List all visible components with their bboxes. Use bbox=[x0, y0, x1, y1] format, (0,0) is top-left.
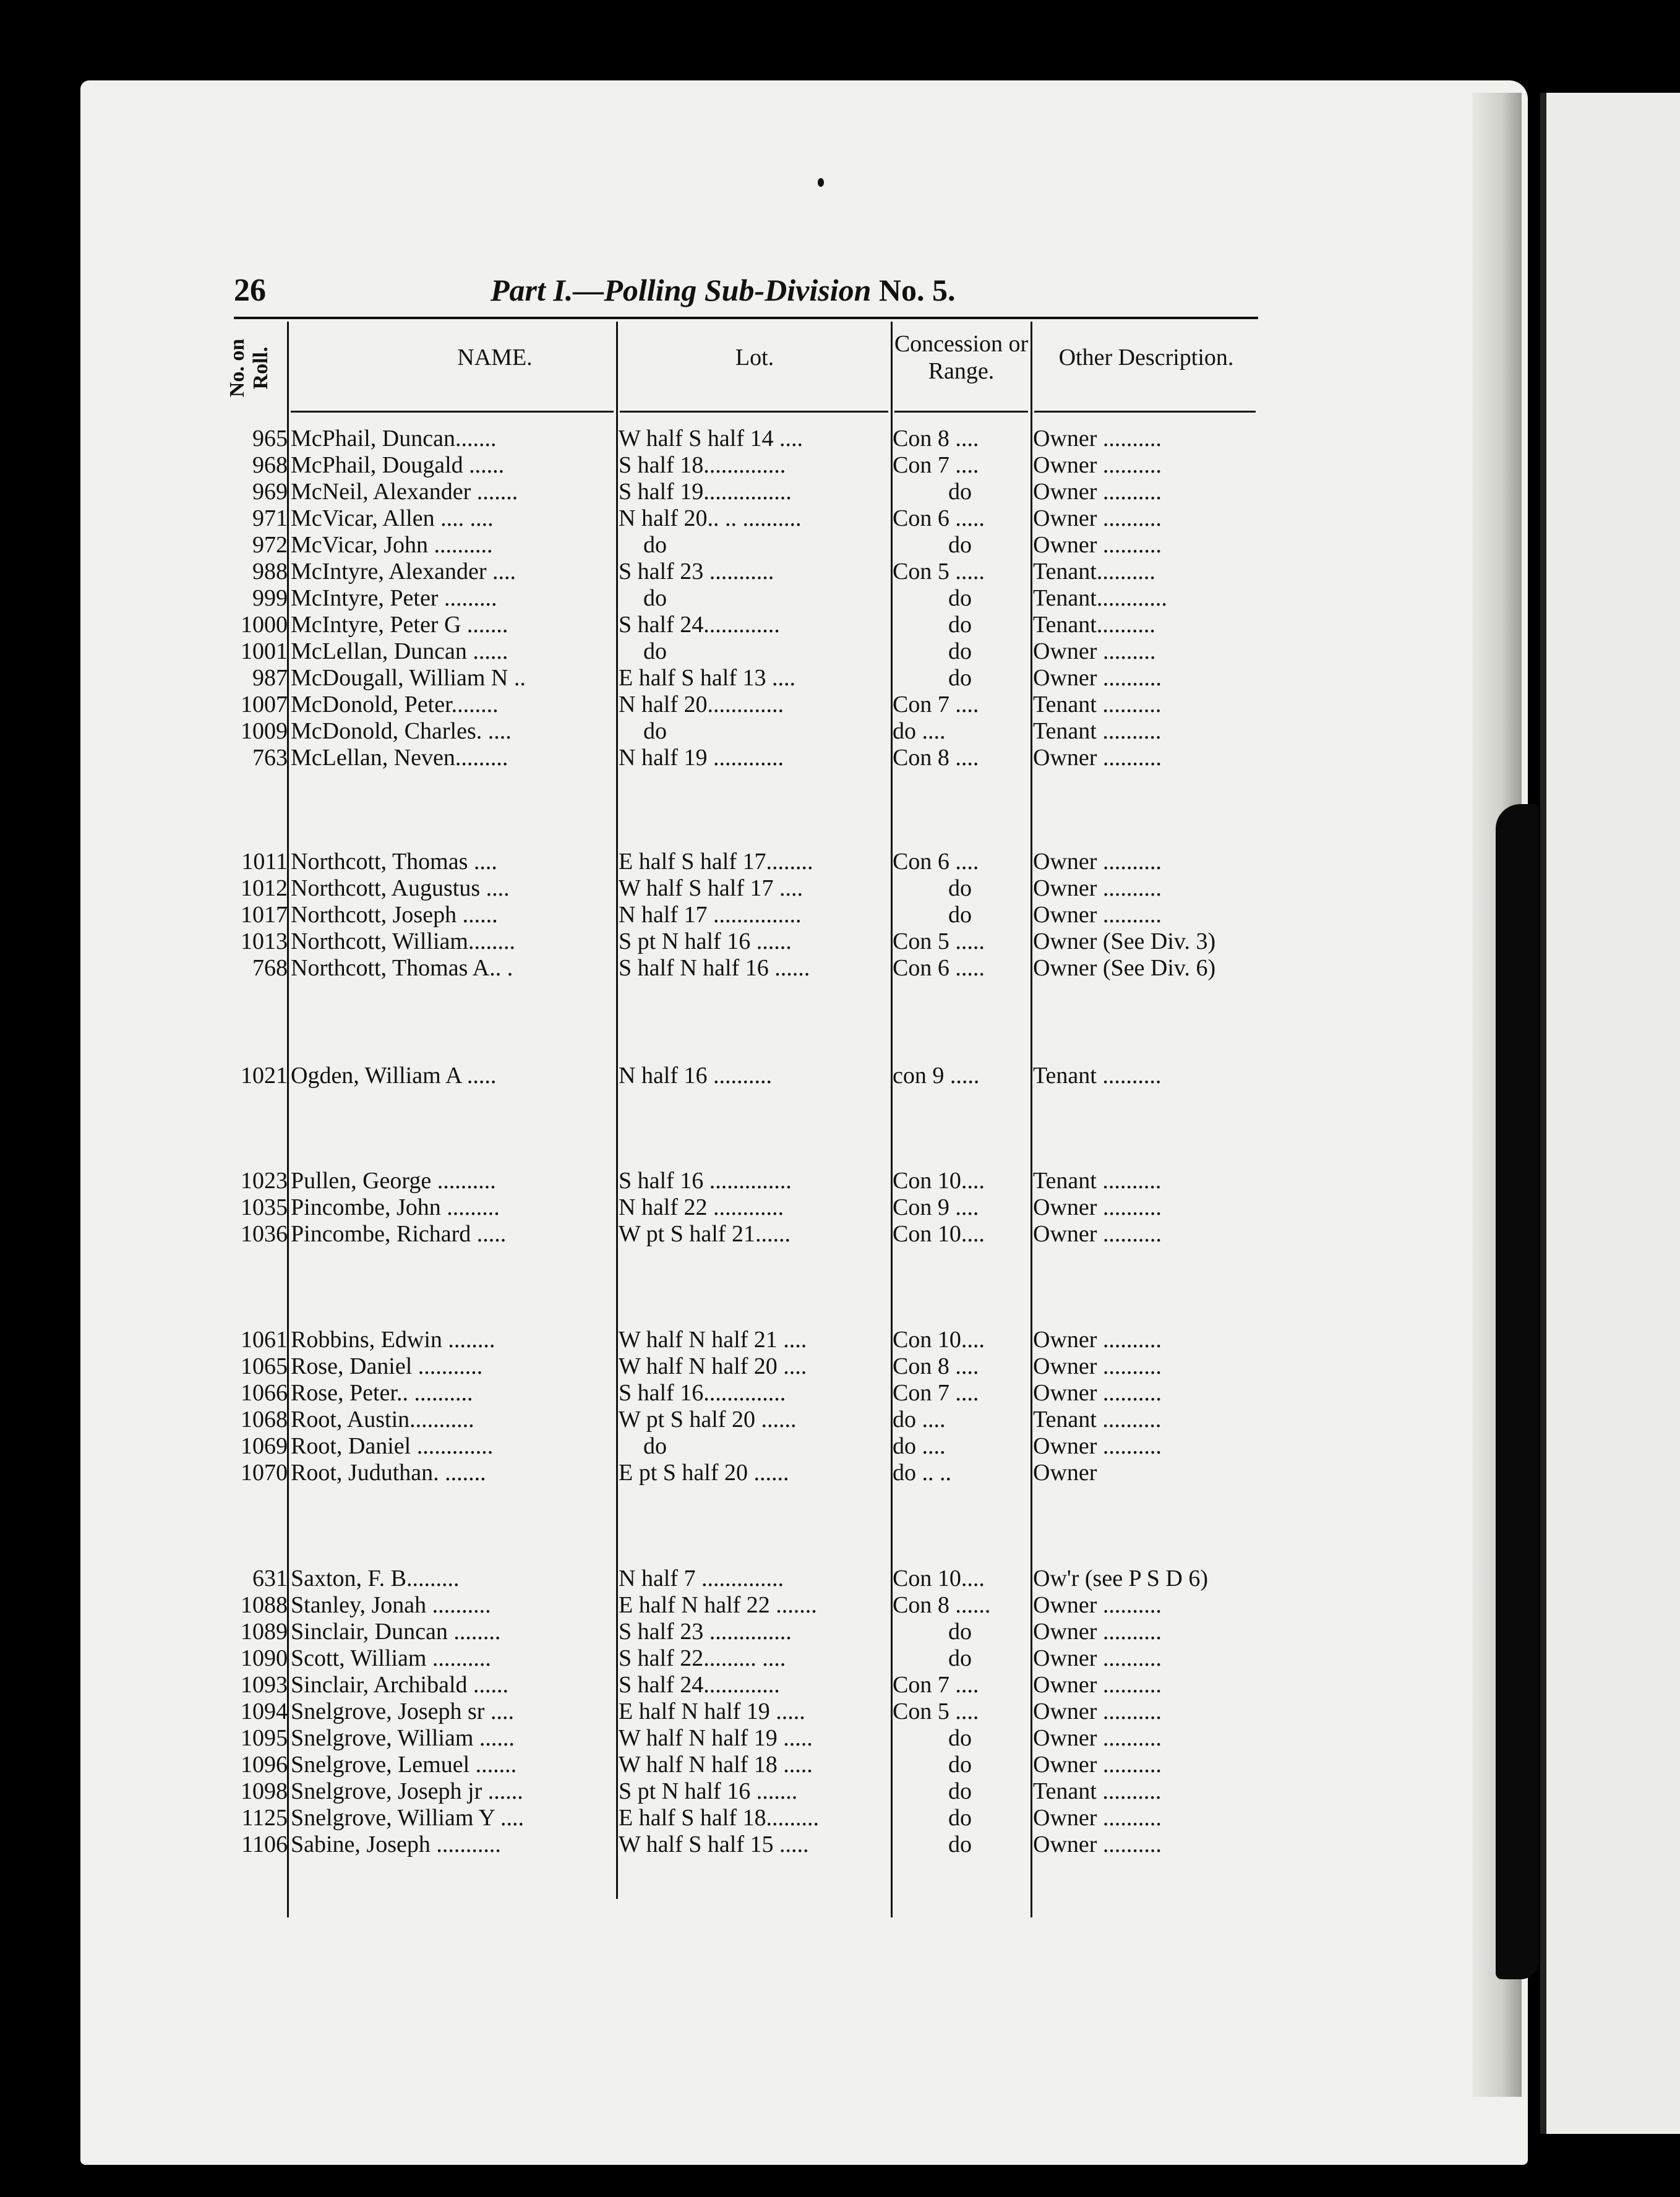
lot-value: N half 20.. .. .......... bbox=[619, 505, 802, 531]
lot-value: N half 7 .............. bbox=[619, 1565, 784, 1591]
roll-entry-row bbox=[223, 1672, 1262, 1698]
roll-entry-row bbox=[223, 928, 1262, 954]
lot-value: W half N half 18 ..... bbox=[619, 1752, 813, 1778]
elector-name: Root, Daniel ............. bbox=[291, 1433, 494, 1459]
roll-entry-row bbox=[223, 849, 1262, 875]
roll-number: 1098 bbox=[241, 1778, 288, 1804]
concession-value: do .... bbox=[893, 1407, 946, 1433]
page-number: 26 bbox=[234, 273, 266, 308]
roll-entry-row bbox=[223, 875, 1262, 901]
roll-entry-row bbox=[223, 1168, 1262, 1194]
roll-entry-row bbox=[223, 612, 1262, 638]
elector-name: McDougall, William N .. bbox=[291, 665, 526, 691]
roll-entry-row bbox=[223, 1698, 1262, 1724]
roll-number: 969 bbox=[252, 479, 288, 505]
concession-value: Con 9 .... bbox=[893, 1194, 979, 1220]
lot-value: W half S half 17 .... bbox=[619, 875, 803, 901]
description-value: Owner .......... bbox=[1033, 1805, 1162, 1831]
roll-number: 763 bbox=[252, 745, 288, 771]
concession-value: do bbox=[948, 638, 972, 664]
elector-name: Pincombe, John ......... bbox=[291, 1194, 500, 1220]
concession-value: Con 6 .... bbox=[893, 849, 979, 875]
elector-name: McVicar, John .......... bbox=[291, 532, 493, 558]
description-value: Owner .......... bbox=[1033, 1645, 1162, 1671]
elector-name: McPhail, Dougald ...... bbox=[291, 452, 505, 478]
concession-value: do bbox=[948, 585, 972, 611]
concession-value: do bbox=[948, 875, 972, 901]
roll-number: 1013 bbox=[241, 928, 288, 954]
roll-entry-row bbox=[223, 426, 1262, 452]
lot-value: S half N half 16 ...... bbox=[619, 955, 810, 981]
description-value: Owner .......... bbox=[1033, 1221, 1162, 1247]
roll-entry-row bbox=[223, 479, 1262, 505]
description-value: Owner .......... bbox=[1033, 1831, 1162, 1857]
description-value: Owner .......... bbox=[1033, 745, 1162, 771]
description-value: Owner .......... bbox=[1033, 1194, 1162, 1220]
lot-value: E pt S half 20 ...... bbox=[619, 1460, 789, 1486]
concession-value: Con 8 .... bbox=[893, 1353, 979, 1379]
lot-value: S pt N half 16 ...... bbox=[619, 928, 792, 954]
lot-value: S half 16.............. bbox=[619, 1380, 786, 1406]
roll-entry-row bbox=[223, 1645, 1262, 1671]
elector-name: McLellan, Neven......... bbox=[291, 745, 508, 771]
concession-value: Con 6 ..... bbox=[893, 955, 985, 981]
division-number: No. 5. bbox=[878, 273, 956, 307]
concession-value: do .... bbox=[893, 1433, 946, 1459]
roll-number: 1106 bbox=[241, 1831, 288, 1857]
lot-value: W pt S half 20 ...... bbox=[619, 1407, 797, 1433]
lot-value: E half S half 17........ bbox=[619, 849, 813, 875]
roll-number: 999 bbox=[252, 585, 288, 611]
roll-number: 1069 bbox=[241, 1433, 288, 1459]
concession-value: Con 8 ...... bbox=[893, 1592, 991, 1618]
roll-entry-row bbox=[223, 955, 1262, 981]
header-underline bbox=[620, 411, 888, 413]
roll-number: 972 bbox=[252, 532, 288, 558]
description-value: Owner (See Div. 3) bbox=[1033, 928, 1216, 954]
lot-value: S half 16 .............. bbox=[619, 1168, 792, 1194]
col-header-concession: Concession or Range. bbox=[894, 331, 1029, 384]
description-value: Tenant .......... bbox=[1033, 718, 1162, 744]
elector-name: Saxton, F. B......... bbox=[291, 1565, 460, 1591]
roll-number: 1070 bbox=[241, 1460, 288, 1486]
description-value: Tenant .......... bbox=[1033, 1168, 1162, 1194]
roll-number: 1021 bbox=[241, 1063, 288, 1089]
elector-name: Sinclair, Duncan ........ bbox=[291, 1619, 501, 1645]
lot-value: S half 22......... .... bbox=[619, 1645, 786, 1671]
header-rule bbox=[234, 317, 1258, 319]
lot-value: do bbox=[643, 532, 667, 558]
lot-value: E half S half 13 .... bbox=[619, 665, 796, 691]
roll-entry-row bbox=[223, 665, 1262, 691]
elector-name: McPhail, Duncan....... bbox=[291, 426, 497, 452]
roll-entry-row bbox=[223, 638, 1262, 664]
description-value: Owner .......... bbox=[1033, 1380, 1162, 1406]
lot-value: S half 23 ........... bbox=[619, 559, 774, 585]
concession-value: Con 5 ..... bbox=[893, 928, 985, 954]
roll-number: 631 bbox=[252, 1565, 288, 1591]
concession-value: do bbox=[948, 1752, 972, 1778]
lot-value: do bbox=[643, 585, 667, 611]
roll-number: 1036 bbox=[241, 1221, 288, 1247]
description-value: Owner .......... bbox=[1033, 426, 1162, 452]
elector-name: Snelgrove, Joseph jr ...... bbox=[291, 1778, 523, 1804]
col-header-name: NAME. bbox=[457, 345, 533, 370]
roll-entry-row bbox=[223, 1805, 1262, 1831]
ink-dot bbox=[818, 178, 824, 187]
lot-value: do bbox=[643, 718, 667, 744]
roll-entry-row bbox=[223, 1353, 1262, 1379]
concession-value: Con 7 .... bbox=[893, 1380, 979, 1406]
description-value: Owner .......... bbox=[1033, 1672, 1162, 1698]
concession-value: do bbox=[948, 479, 972, 505]
lot-value: S pt N half 16 ....... bbox=[619, 1778, 798, 1804]
concession-value: do bbox=[948, 1778, 972, 1804]
elector-name: Rose, Daniel ........... bbox=[291, 1353, 483, 1379]
elector-name: McIntyre, Alexander .... bbox=[291, 559, 516, 585]
description-value: Owner .......... bbox=[1033, 1592, 1162, 1618]
concession-value: Con 8 .... bbox=[893, 426, 979, 452]
roll-number: 1001 bbox=[241, 638, 288, 664]
elector-name: Robbins, Edwin ........ bbox=[291, 1327, 495, 1353]
concession-value: Con 6 ..... bbox=[893, 505, 985, 531]
elector-name: McLellan, Duncan ...... bbox=[291, 638, 508, 664]
roll-entry-row bbox=[223, 559, 1262, 585]
roll-entry-row bbox=[223, 1221, 1262, 1247]
description-value: Owner .......... bbox=[1033, 505, 1162, 531]
description-value: Owner .......... bbox=[1033, 452, 1162, 478]
elector-name: Snelgrove, Lemuel ....... bbox=[291, 1752, 517, 1778]
lot-value: do bbox=[643, 638, 667, 664]
elector-name: McIntyre, Peter ......... bbox=[291, 585, 497, 611]
roll-number: 1017 bbox=[241, 902, 288, 928]
elector-name: Snelgrove, Joseph sr .... bbox=[291, 1698, 514, 1724]
description-value: Owner bbox=[1033, 1460, 1097, 1486]
concession-value: do bbox=[948, 1619, 972, 1645]
lot-value: E half N half 22 ....... bbox=[619, 1592, 817, 1618]
description-value: Owner .......... bbox=[1033, 849, 1162, 875]
roll-entry-row bbox=[223, 1565, 1262, 1591]
adjacent-page bbox=[1540, 93, 1680, 2134]
col-header-lot: Lot. bbox=[735, 345, 774, 370]
roll-number: 1088 bbox=[241, 1592, 288, 1618]
header-underline bbox=[1034, 411, 1256, 413]
page-tear bbox=[1496, 804, 1539, 1979]
lot-value: W half S half 14 .... bbox=[619, 426, 803, 452]
elector-name: McNeil, Alexander ....... bbox=[291, 479, 518, 505]
elector-name: Scott, William .......... bbox=[291, 1645, 491, 1671]
concession-value: Con 7 .... bbox=[893, 692, 979, 717]
description-value: Owner .......... bbox=[1033, 902, 1162, 928]
roll-number: 1061 bbox=[241, 1327, 288, 1353]
elector-name: Snelgrove, William Y .... bbox=[291, 1805, 525, 1831]
concession-value: do bbox=[948, 1725, 972, 1751]
description-value: Tenant .......... bbox=[1033, 692, 1162, 717]
roll-entry-row bbox=[223, 1063, 1262, 1089]
page-header bbox=[234, 272, 1261, 315]
description-value: Owner .......... bbox=[1033, 1433, 1162, 1459]
roll-entry-row bbox=[223, 505, 1262, 531]
elector-name: Root, Juduthan. ....... bbox=[291, 1460, 486, 1486]
elector-name: McDonold, Charles. .... bbox=[291, 718, 512, 744]
roll-entry-row bbox=[223, 745, 1262, 771]
roll-number: 1089 bbox=[241, 1619, 288, 1645]
elector-name: Snelgrove, William ...... bbox=[291, 1725, 515, 1751]
roll-number: 1094 bbox=[241, 1698, 288, 1724]
elector-name: Root, Austin........... bbox=[291, 1407, 474, 1433]
elector-name: McVicar, Allen .... .... bbox=[291, 505, 494, 531]
concession-value: do bbox=[948, 532, 972, 558]
elector-name: McDonold, Peter........ bbox=[291, 692, 499, 717]
roll-entry-row bbox=[223, 1460, 1262, 1486]
roll-number: 1009 bbox=[241, 718, 288, 744]
concession-value: do bbox=[948, 665, 972, 691]
elector-name: Sabine, Joseph ........... bbox=[291, 1831, 501, 1857]
roll-number: 1012 bbox=[241, 875, 288, 901]
lot-value: do bbox=[643, 1433, 667, 1459]
roll-entry-row bbox=[223, 718, 1262, 744]
description-value: Owner .......... bbox=[1033, 875, 1162, 901]
roll-number: 965 bbox=[252, 426, 288, 452]
col-header-roll-no: No. on Roll. bbox=[226, 338, 272, 398]
roll-number: 1035 bbox=[241, 1194, 288, 1220]
concession-value: do bbox=[948, 1645, 972, 1671]
lot-value: S half 24............. bbox=[619, 612, 780, 638]
concession-value: Con 10.... bbox=[893, 1327, 985, 1353]
concession-value: do bbox=[948, 1805, 972, 1831]
page-title bbox=[491, 272, 956, 308]
description-value: Owner .......... bbox=[1033, 1725, 1162, 1751]
roll-number: 1023 bbox=[241, 1168, 288, 1194]
lot-value: E half S half 18......... bbox=[619, 1805, 820, 1831]
roll-entry-row bbox=[223, 1592, 1262, 1618]
description-value: Tenant.......... bbox=[1033, 559, 1155, 585]
roll-number: 968 bbox=[252, 452, 288, 478]
description-value: Owner .......... bbox=[1033, 1619, 1162, 1645]
description-value: Ow'r (see P S D 6) bbox=[1033, 1565, 1209, 1591]
lot-value: N half 19 ............ bbox=[619, 745, 784, 771]
roll-entry-row bbox=[223, 1327, 1262, 1353]
lot-value: E half N half 19 ..... bbox=[619, 1698, 805, 1724]
lot-value: S half 19............... bbox=[619, 479, 792, 505]
elector-name: Sinclair, Archibald ...... bbox=[291, 1672, 509, 1698]
header-underline bbox=[894, 411, 1028, 413]
description-value: Owner ......... bbox=[1033, 638, 1156, 664]
lot-value: W half N half 19 ..... bbox=[619, 1725, 813, 1751]
roll-entry-row bbox=[223, 692, 1262, 717]
description-value: Owner .......... bbox=[1033, 479, 1162, 505]
description-value: Owner .......... bbox=[1033, 1752, 1162, 1778]
description-value: Owner .......... bbox=[1033, 1327, 1162, 1353]
col-header-description: Other Description. bbox=[1058, 345, 1234, 370]
elector-name: Pullen, George .......... bbox=[291, 1168, 496, 1194]
roll-number: 1096 bbox=[241, 1752, 288, 1778]
elector-name: Northcott, Augustus .... bbox=[291, 875, 510, 901]
concession-value: do bbox=[948, 1831, 972, 1857]
description-value: Tenant............ bbox=[1033, 585, 1167, 611]
roll-entry-row bbox=[223, 1831, 1262, 1857]
elector-name: Northcott, Thomas .... bbox=[291, 849, 497, 875]
roll-entry-row bbox=[223, 1619, 1262, 1645]
concession-value: do bbox=[948, 612, 972, 638]
concession-value: Con 7 .... bbox=[893, 452, 979, 478]
concession-value: do .. .. bbox=[893, 1460, 951, 1486]
roll-entry-row bbox=[223, 1778, 1262, 1804]
roll-number: 1093 bbox=[241, 1672, 288, 1698]
header-underline bbox=[291, 411, 614, 413]
roll-entry-row bbox=[223, 1407, 1262, 1433]
concession-value: Con 5 ..... bbox=[893, 559, 985, 585]
description-value: Owner .......... bbox=[1033, 665, 1162, 691]
roll-number: 988 bbox=[252, 559, 288, 585]
roll-number: 987 bbox=[252, 665, 288, 691]
lot-value: W half N half 21 .... bbox=[619, 1327, 807, 1353]
lot-value: W half N half 20 .... bbox=[619, 1353, 807, 1379]
elector-name: Northcott, Joseph ...... bbox=[291, 902, 498, 928]
description-value: Tenant .......... bbox=[1033, 1407, 1162, 1433]
lot-value: N half 20............. bbox=[619, 692, 784, 717]
description-value: Owner (See Div. 6) bbox=[1033, 955, 1216, 981]
roll-number: 768 bbox=[252, 955, 288, 981]
roll-number: 1065 bbox=[241, 1353, 288, 1379]
roll-entry-row bbox=[223, 1433, 1262, 1459]
lot-value: S half 24............. bbox=[619, 1672, 780, 1698]
lot-value: N half 17 ............... bbox=[619, 902, 802, 928]
page-title-text: Part I.—Polling Sub-Division bbox=[491, 273, 872, 307]
elector-name: Stanley, Jonah .......... bbox=[291, 1592, 491, 1618]
roll-number: 971 bbox=[252, 505, 288, 531]
concession-value: Con 10.... bbox=[893, 1168, 985, 1194]
elector-name: Northcott, William........ bbox=[291, 928, 515, 954]
concession-value: do bbox=[948, 902, 972, 928]
elector-name: Ogden, William A ..... bbox=[291, 1063, 497, 1089]
lot-value: W half S half 15 ..... bbox=[619, 1831, 809, 1857]
roll-entry-row bbox=[223, 1194, 1262, 1220]
elector-name: Rose, Peter.. .......... bbox=[291, 1380, 473, 1406]
concession-value: do .... bbox=[893, 718, 946, 744]
description-value: Owner .......... bbox=[1033, 532, 1162, 558]
roll-entry-row bbox=[223, 1725, 1262, 1751]
roll-entry-row bbox=[223, 1752, 1262, 1778]
description-value: Tenant .......... bbox=[1033, 1778, 1162, 1804]
roll-entry-row bbox=[223, 1380, 1262, 1406]
concession-value: Con 10.... bbox=[893, 1565, 985, 1591]
lot-value: S half 18.............. bbox=[619, 452, 786, 478]
description-value: Tenant .......... bbox=[1033, 1063, 1162, 1089]
elector-name: Northcott, Thomas A.. . bbox=[291, 955, 513, 981]
elector-name: Pincombe, Richard ..... bbox=[291, 1221, 507, 1247]
description-value: Tenant.......... bbox=[1033, 612, 1155, 638]
roll-number: 1125 bbox=[241, 1805, 288, 1831]
concession-value: Con 7 .... bbox=[893, 1672, 979, 1698]
lot-value: S half 23 .............. bbox=[619, 1619, 792, 1645]
roll-number: 1090 bbox=[241, 1645, 288, 1671]
roll-entry-row bbox=[223, 902, 1262, 928]
description-value: Owner .......... bbox=[1033, 1353, 1162, 1379]
lot-value: N half 16 .......... bbox=[619, 1063, 773, 1089]
roll-number: 1095 bbox=[241, 1725, 288, 1751]
lot-value: W pt S half 21...... bbox=[619, 1221, 791, 1247]
roll-number: 1011 bbox=[241, 849, 288, 875]
elector-name: McIntyre, Peter G ....... bbox=[291, 612, 508, 638]
roll-entry-row bbox=[223, 532, 1262, 558]
roll-entry-row bbox=[223, 585, 1262, 611]
concession-value: Con 5 .... bbox=[893, 1698, 979, 1724]
concession-value: Con 10.... bbox=[893, 1221, 985, 1247]
roll-number: 1068 bbox=[241, 1407, 288, 1433]
lot-value: N half 22 ............ bbox=[619, 1194, 784, 1220]
concession-value: Con 8 .... bbox=[893, 745, 979, 771]
description-value: Owner .......... bbox=[1033, 1698, 1162, 1724]
roll-number: 1000 bbox=[241, 612, 288, 638]
roll-number: 1007 bbox=[241, 692, 288, 717]
roll-entry-row bbox=[223, 452, 1262, 478]
concession-value: con 9 ..... bbox=[893, 1063, 980, 1089]
roll-number: 1066 bbox=[241, 1380, 288, 1406]
